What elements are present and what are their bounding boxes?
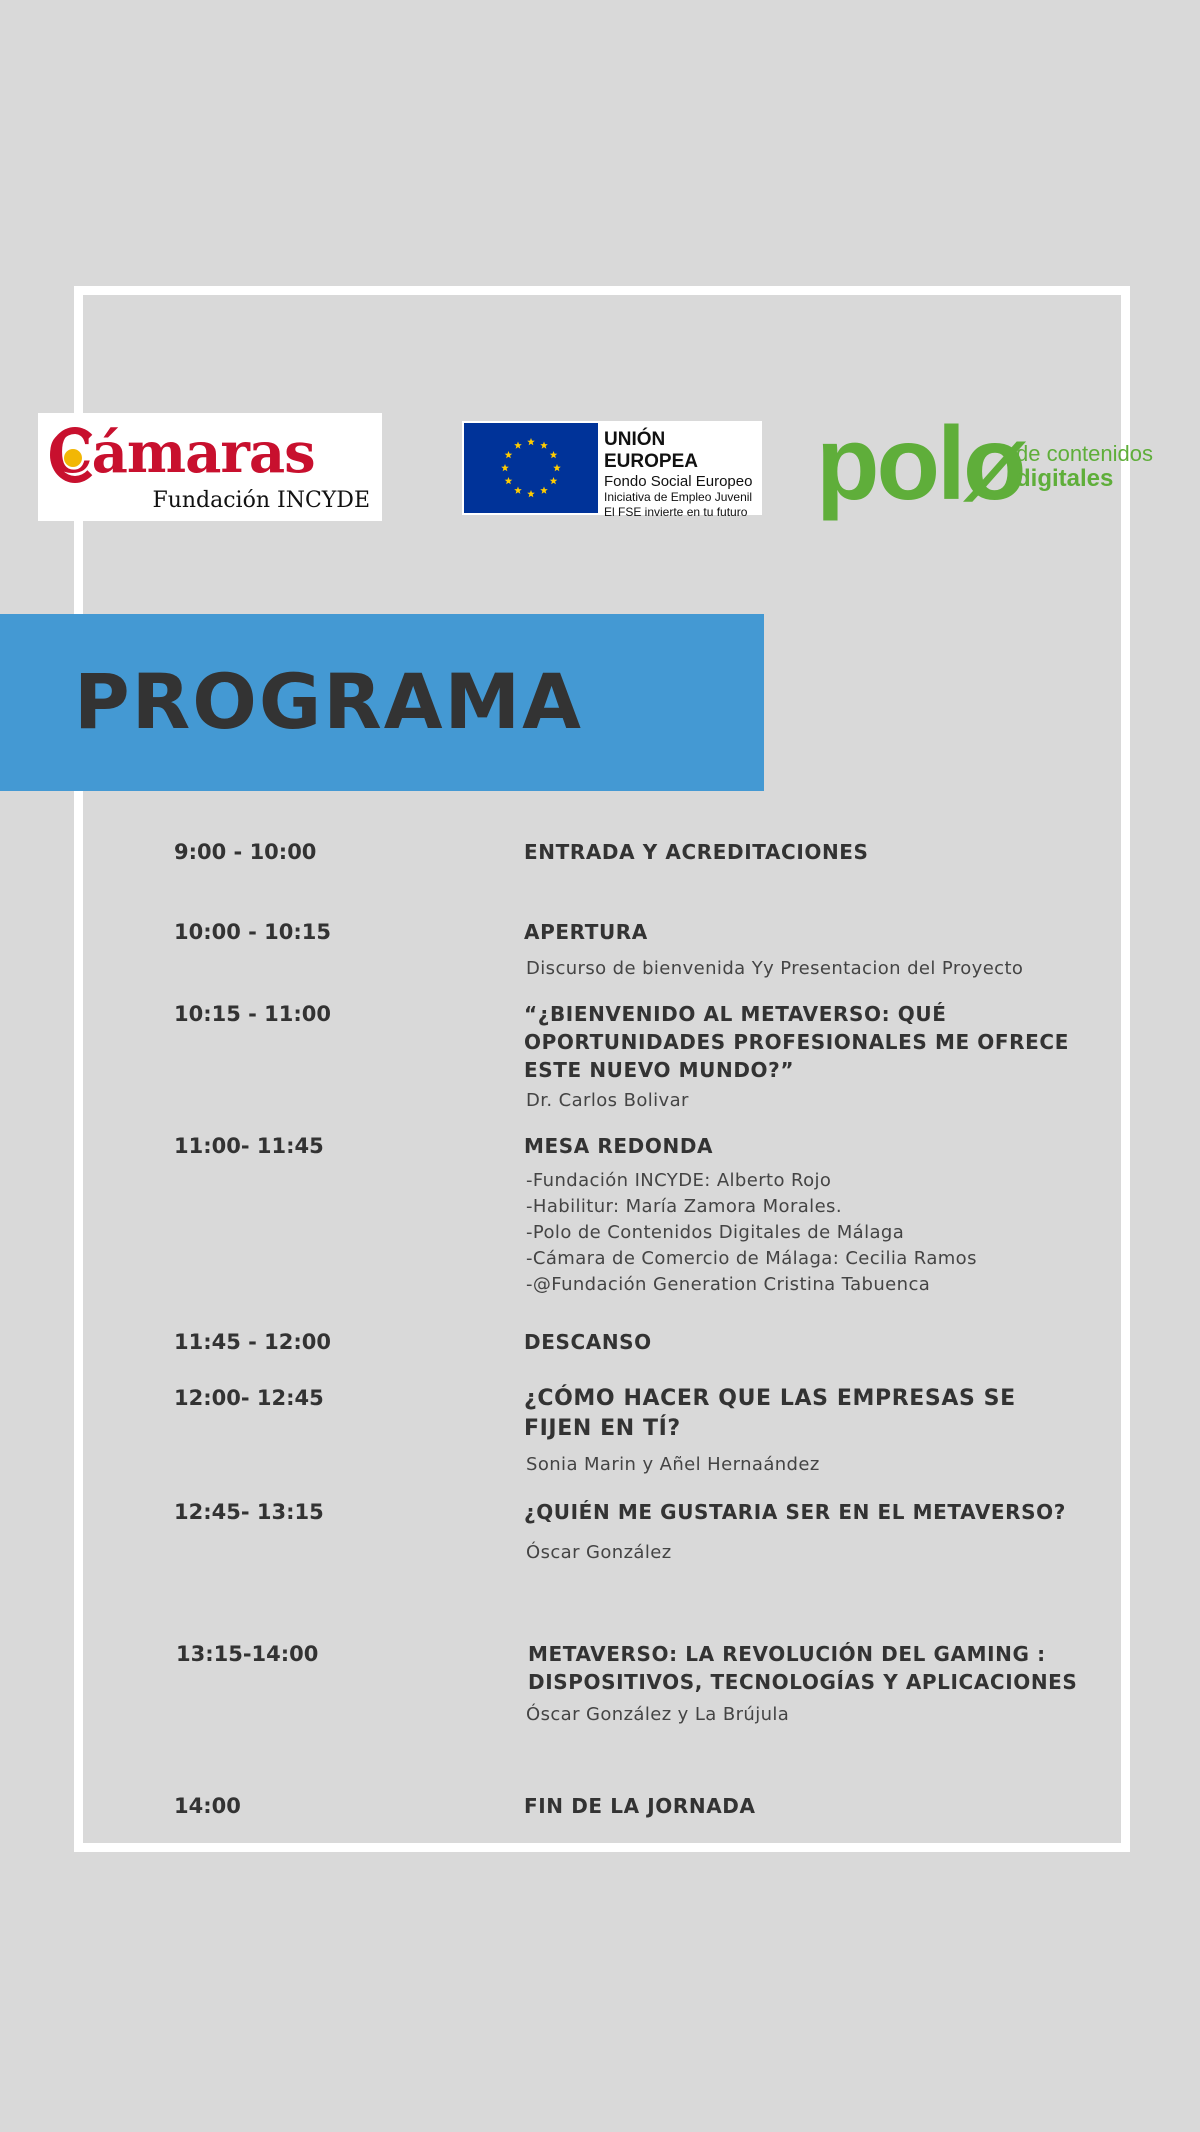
schedule-time: 13:15-14:00 — [176, 1642, 319, 1666]
schedule-title: “¿BIENVENIDO AL METAVERSO: QUÉ OPORTUNIDADES PROFESIONALES ME OFRECE ESTE NUEVO MUNDO?” — [524, 1002, 1069, 1082]
schedule-time: 10:15 - 11:00 — [174, 1002, 332, 1026]
schedule-title: FIN DE LA JORNADA — [524, 1794, 756, 1818]
schedule-title: ¿CÓMO HACER QUE LAS EMPRESAS SE FIJEN EN TÍ? — [524, 1386, 1016, 1441]
program-banner — [0, 614, 764, 791]
schedule-time: 12:00- 12:45 — [174, 1386, 324, 1410]
detail-line: Discurso de bienvenida Yy Presentacion del Proyecto — [526, 958, 1024, 979]
schedule-time: 11:45 - 12:00 — [174, 1330, 332, 1354]
detail-line: -Cámara de Comercio de Málaga: Cecilia Ramos — [526, 1248, 977, 1269]
detail-line: Dr. Carlos Bolivar — [526, 1090, 689, 1111]
eu-flag-icon — [464, 423, 598, 513]
polo-wordmark: polø — [816, 406, 1024, 522]
detail-line: Sonia Marin y Añel Hernaández — [526, 1454, 820, 1475]
detail-line: -Fundación INCYDE: Alberto Rojo — [526, 1170, 832, 1191]
schedule-time: 12:45- 13:15 — [174, 1500, 324, 1524]
detail-line: Óscar González — [526, 1542, 672, 1563]
camaras-subtitle: Fundación INCYDE — [152, 488, 370, 513]
schedule-time: 9:00 - 10:00 — [174, 840, 317, 864]
schedule-title: ¿QUIÉN ME GUSTARIA SER EN EL METAVERSO? — [524, 1500, 1066, 1524]
eu-line3: Iniciativa de Empleo Juvenil — [604, 490, 753, 504]
eu-line2: Fondo Social Europeo — [604, 473, 753, 490]
detail-line: -@Fundación Generation Cristina Tabuenca — [526, 1274, 931, 1295]
schedule-title: ENTRADA Y ACREDITACIONES — [524, 840, 869, 864]
schedule-time: 11:00- 11:45 — [174, 1134, 324, 1158]
detail-line: -Polo de Contenidos Digitales de Málaga — [526, 1222, 905, 1243]
detail-line: -Habilitur: María Zamora Morales. — [526, 1196, 842, 1217]
schedule-time: 10:00 - 10:15 — [174, 920, 332, 944]
schedule-title: APERTURA — [524, 920, 648, 944]
schedule-details — [526, 1702, 1126, 1728]
schedule-details — [526, 1168, 1126, 1298]
detail-line: Óscar González y La Brújula — [526, 1704, 790, 1725]
schedule-details — [526, 956, 1126, 982]
polo-logo — [812, 406, 1172, 528]
eu-title: UNIÓN EUROPEA — [604, 429, 698, 472]
schedule-details — [526, 1540, 1126, 1566]
schedule-details — [526, 1088, 1126, 1114]
polo-subtitle-2: digitales — [1016, 465, 1114, 492]
eu-logo — [462, 421, 762, 519]
camaras-logo — [38, 413, 382, 521]
polo-subtitle-1: de contenidos — [1016, 441, 1153, 466]
schedule-title: DESCANSO — [524, 1330, 652, 1354]
schedule-details — [526, 1452, 1126, 1478]
schedule-title: METAVERSO: LA REVOLUCIÓN DEL GAMING : DISPOSITIVOS, TECNOLOGÍAS Y APLICACIONES — [528, 1642, 1078, 1694]
page-title: PROGRAMA — [74, 657, 583, 746]
camaras-wordmark: Cámaras — [48, 420, 315, 486]
eu-line4: El FSE invierte en tu futuro — [604, 505, 748, 519]
schedule-time: 14:00 — [174, 1794, 241, 1818]
schedule-title: MESA REDONDA — [524, 1134, 714, 1158]
